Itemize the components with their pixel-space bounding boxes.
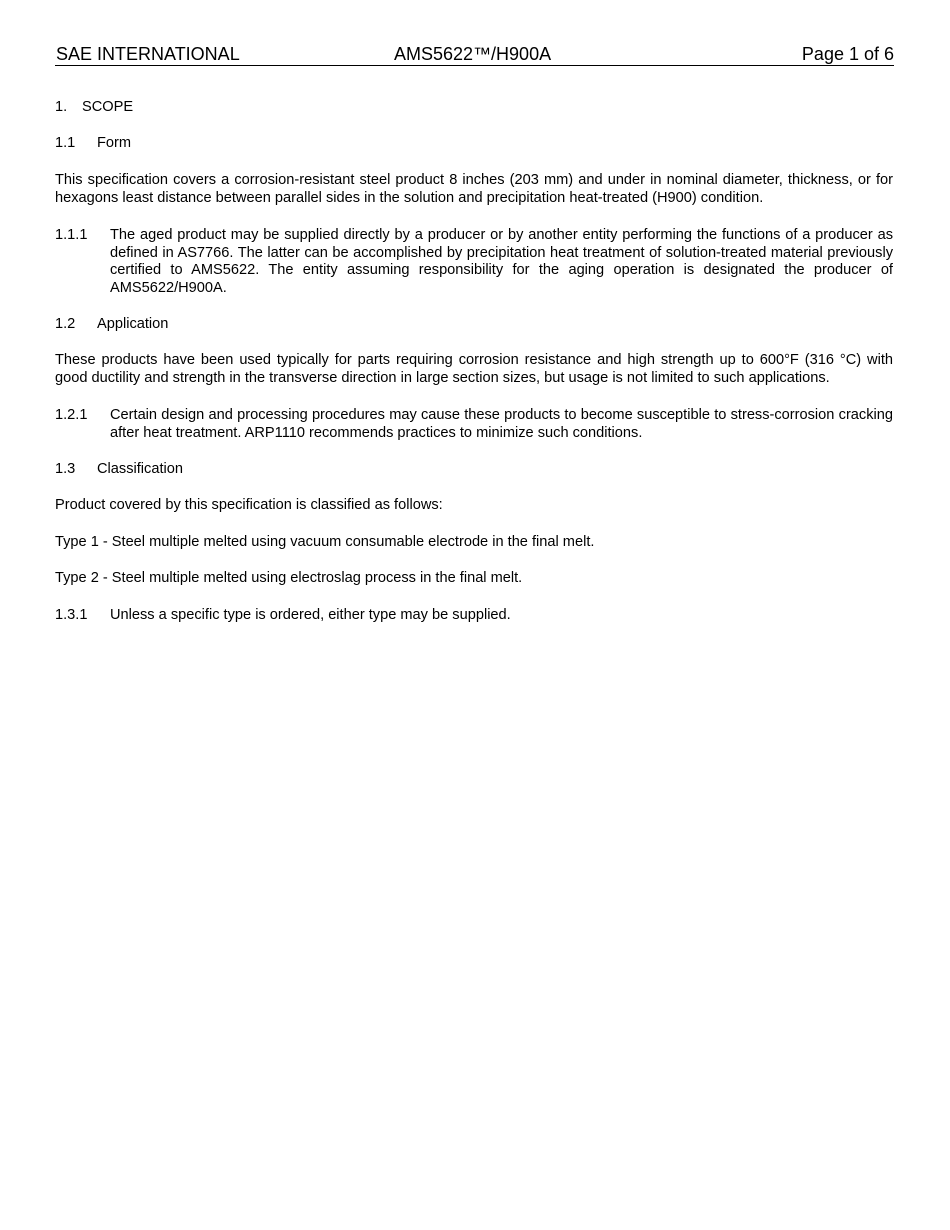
subsection-text: The aged product may be supplied directly by a producer or by another entity performing the functions of a producer as defined in AS7766. The latter can be accomplished by precipitation heat treatment of solution-treated material previously certified to AMS5622. The entity assuming responsibility for the aging operation is designated the producer of AMS5622/H900A. xyxy=(110,227,893,296)
subsection-1-3-1 xyxy=(55,607,893,625)
classification-paragraph: Product covered by this specification is classified as follows: xyxy=(55,497,443,513)
header-document-id: AMS5622™/H900A xyxy=(394,44,552,64)
section-number: 1. xyxy=(55,99,68,115)
application-paragraph: These products have been used typically for parts requiring corrosion resistance and high strength up to 600°F (316 °C) with good ductility and strength in the transverse direction in large section sizes, but usage is not limited to such applications. xyxy=(55,352,893,386)
section-number: 1.2 xyxy=(55,316,76,332)
type-1-item: Type 1 - Steel multiple melted using vacuum consumable electrode in the final melt. xyxy=(55,534,595,550)
subsection-1-2-1 xyxy=(55,407,893,442)
subsection-1-1-1 xyxy=(55,227,893,297)
subsection-text: Certain design and processing procedures may cause these products to become susceptible to stress-corrosion cracking after heat treatment. ARP1110 recommends practices to minimize such conditions. xyxy=(110,407,893,441)
subsection-number: 1.2.1 xyxy=(55,407,88,423)
section-title: Application xyxy=(97,316,169,332)
subsection-text: Unless a specific type is ordered, either type may be supplied. xyxy=(110,607,511,623)
section-title: Form xyxy=(97,135,132,151)
type-2-item: Type 2 - Steel multiple melted using electroslag process in the final melt. xyxy=(55,570,523,586)
section-heading-scope xyxy=(55,99,893,117)
section-number: 1.1 xyxy=(55,135,76,151)
section-heading-form xyxy=(55,135,893,153)
header-page-number: Page 1 of 6 xyxy=(801,44,894,64)
form-paragraph: This specification covers a corrosion-resistant steel product 8 inches (203 mm) and under in nominal diameter, thickness, or for hexagons least distance between parallel sides in the solution and precipitation heat-treated (H900) condition. xyxy=(55,172,893,206)
section-heading-classification xyxy=(55,461,893,479)
section-number: 1.3 xyxy=(55,461,76,477)
section-heading-application xyxy=(55,316,893,334)
subsection-number: 1.1.1 xyxy=(55,227,88,243)
header-organization: SAE INTERNATIONAL xyxy=(56,44,240,64)
section-title: Classification xyxy=(97,461,183,477)
subsection-number: 1.3.1 xyxy=(55,607,88,623)
page-header xyxy=(55,44,894,66)
section-title: SCOPE xyxy=(82,99,134,115)
